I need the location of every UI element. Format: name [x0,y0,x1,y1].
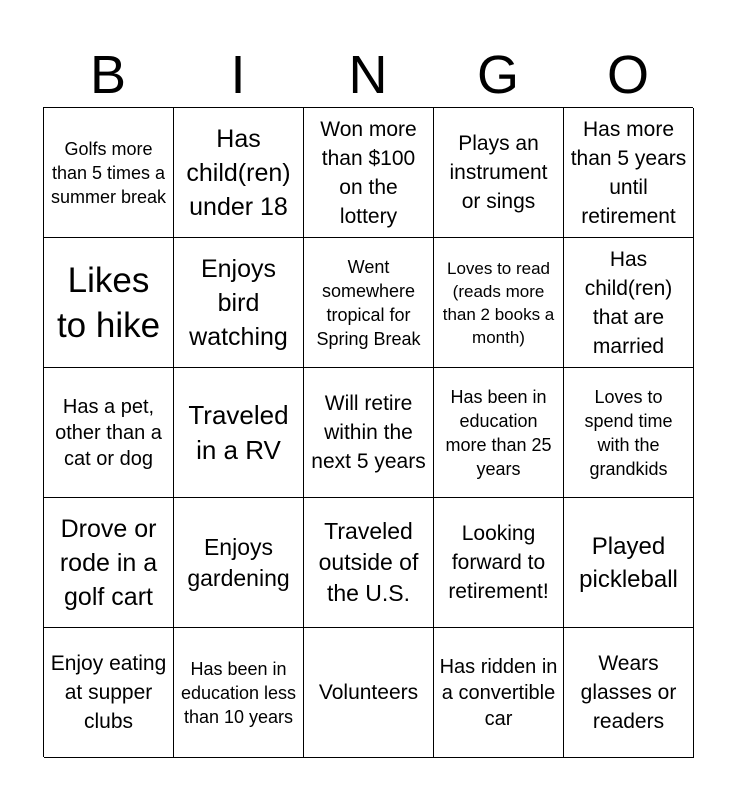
bingo-cell-r5-c3[interactable] [304,628,434,758]
bingo-cell-text: Has ridden in a convertible car [439,655,558,730]
bingo-cell-r5-c2[interactable] [174,628,304,758]
bingo-cell-text: Has been in education less than 10 years [180,658,297,727]
header-letter-b: B [89,45,127,105]
bingo-cell-r3-c3[interactable] [304,368,434,498]
header-letter-o: O [606,45,649,105]
bingo-cell-r4-c2[interactable] [174,498,304,628]
bingo-cell-r3-c1[interactable] [44,368,174,498]
bingo-card-grid [43,107,693,757]
bingo-cell-r4-c1[interactable] [44,498,174,628]
bingo-cell-text: Traveled in a RV [188,399,289,465]
bingo-cell-r4-c5[interactable] [564,498,694,628]
header-letter-g: G [476,45,519,105]
bingo-cell-r1-c5[interactable] [564,108,694,238]
bingo-cell-text: Plays an instrument or sings [449,132,548,213]
bingo-cell-r2-c1[interactable] [44,238,174,368]
bingo-cell-text: Golfs more than 5 times a summer break [50,138,167,207]
bingo-cell-r3-c4[interactable] [434,368,564,498]
bingo-cell-r5-c4[interactable] [434,628,564,758]
bingo-cell-text: Has child(ren) under 18 [186,124,291,221]
bingo-cell-r1-c4[interactable] [434,108,564,238]
bingo-cell-text: Went somewhere tropical for Spring Break [316,256,421,349]
bingo-cell-text: Won more than $100 on the lottery [320,117,417,228]
bingo-cell-r4-c3[interactable] [304,498,434,628]
bingo-cell-r2-c4[interactable] [434,238,564,368]
bingo-cell-text: Likes to hike [56,260,161,345]
bingo-cell-r5-c1[interactable] [44,628,174,758]
bingo-cell-r1-c2[interactable] [174,108,304,238]
bingo-cell-r2-c5[interactable] [564,238,694,368]
bingo-cell-text: Traveled outside of the U.S. [318,518,419,606]
bingo-cell-text: Will retire within the next 5 years [311,392,426,473]
bingo-cell-text: Has a pet, other than a cat or dog [55,395,162,470]
bingo-header [43,44,693,106]
bingo-cell-text: Wears glasses or readers [580,652,677,733]
bingo-cell-r2-c3[interactable] [304,238,434,368]
bingo-cell-r5-c5[interactable] [564,628,694,758]
bingo-cell-text: Volunteers [318,681,419,704]
bingo-cell-r4-c4[interactable] [434,498,564,628]
bingo-cell-r3-c5[interactable] [564,368,694,498]
bingo-cell-text: Has more than 5 years until retirement [570,117,687,228]
bingo-cell-text: Has child(ren) that are married [584,247,673,358]
bingo-cell-text: Has been in education more than 25 years [445,386,552,479]
bingo-cell-text: Loves to read (reads more than 2 books a month) [442,258,555,347]
bingo-cell-r1-c3[interactable] [304,108,434,238]
bingo-cell-text: Played pickleball [579,532,678,593]
header-letter-n: N [348,45,388,105]
bingo-cell-text: Enjoy eating at supper clubs [50,652,167,733]
bingo-cell-r1-c1[interactable] [44,108,174,238]
bingo-cell-text: Drove or rode in a golf cart [59,514,158,611]
bingo-cell-r3-c2[interactable] [174,368,304,498]
bingo-cell-text: Looking forward to retirement! [448,522,549,603]
bingo-cell-text: Enjoys gardening [187,533,290,591]
bingo-cell-text: Enjoys bird watching [189,254,288,351]
bingo-cell-r2-c2[interactable] [174,238,304,368]
bingo-cell-text: Loves to spend time with the grandkids [584,386,673,479]
header-letter-i: I [230,45,246,105]
